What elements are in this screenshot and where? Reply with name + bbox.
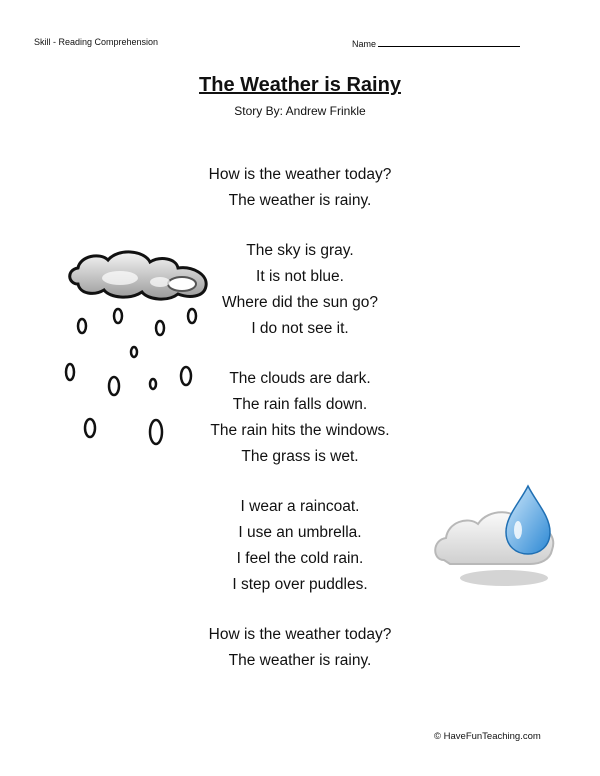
story-line: The grass is wet. (241, 448, 359, 465)
story-line: The weather is rainy. (228, 652, 372, 669)
cloud-raindrop-icon (432, 478, 572, 590)
story-line: The rain falls down. (232, 396, 368, 413)
story-line: The clouds are dark. (229, 370, 371, 387)
story-line: Where did the sun go? (222, 294, 378, 311)
story-line: The rain hits the windows. (210, 422, 390, 439)
story-line: I do not see it. (251, 320, 349, 337)
name-blank-line[interactable] (378, 37, 520, 47)
name-field[interactable] (352, 37, 520, 49)
story-line: I use an umbrella. (238, 524, 362, 541)
stanza (150, 162, 450, 214)
story-line: How is the weather today? (208, 626, 392, 643)
story-line: It is not blue. (256, 268, 344, 285)
name-label: Name (352, 39, 377, 49)
story-line: How is the weather today? (208, 166, 392, 183)
story-line: The sky is gray. (246, 242, 354, 259)
stanza (150, 494, 450, 598)
story-title: The Weather is Rainy (199, 74, 401, 96)
skill-label: Skill - Reading Comprehension (34, 37, 159, 47)
story-line: I feel the cold rain. (236, 550, 364, 567)
story-byline: Story By: Andrew Frinkle (234, 104, 366, 118)
story-line: I step over puddles. (232, 576, 368, 593)
rain-cloud-icon (60, 248, 220, 453)
stanza (150, 622, 450, 674)
story-line: The weather is rainy. (228, 192, 372, 209)
copyright-footer: © HaveFunTeaching.com (434, 731, 541, 742)
story-line: I wear a raincoat. (240, 498, 360, 515)
